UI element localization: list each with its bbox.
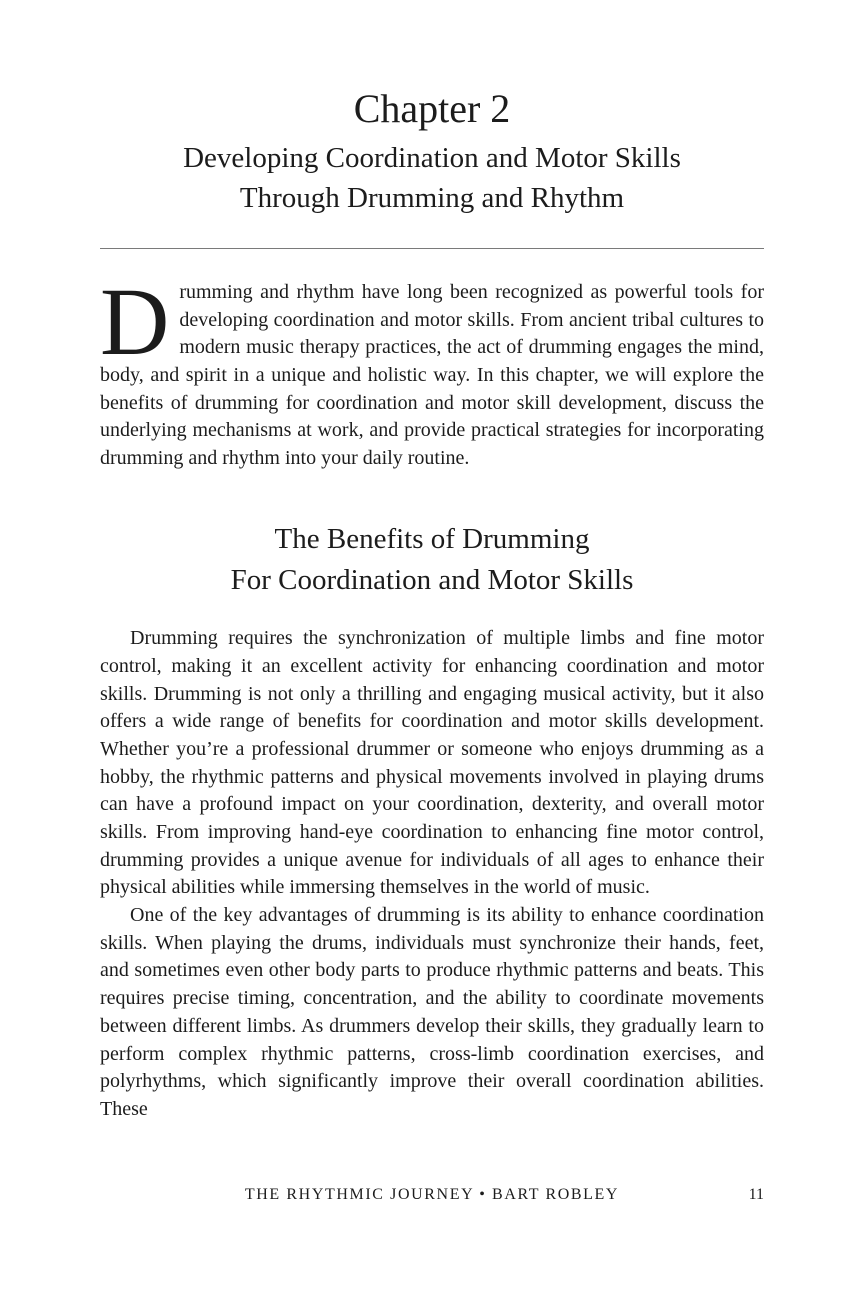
section-heading-line1: The Benefits of Drumming bbox=[274, 522, 590, 555]
page-number: 11 bbox=[748, 1186, 764, 1203]
body-paragraph: One of the key advantages of drumming is its ability to enhance coordination skills. When playing the drums, individuals must synchronize their hands, feet, and sometimes even other body parts to produce rhythmic patterns and beats. This requires precise timing, concentration, and the ability to coordinate movements between different limbs. As drummers develop their skills, they gradually learn to perform complex rhythmic patterns, cross-limb coordination exercises, and polyrhythms, which significantly improve their overall coordination abilities. These bbox=[100, 904, 764, 1120]
section-heading-line2: For Coordination and Motor Skills bbox=[230, 564, 634, 597]
chapter-subtitle bbox=[100, 138, 764, 218]
section-divider bbox=[100, 248, 764, 249]
chapter-title: Chapter 2 bbox=[353, 86, 511, 131]
section-heading bbox=[100, 519, 764, 601]
intro-paragraph bbox=[100, 268, 764, 473]
page-footer bbox=[100, 1186, 764, 1204]
chapter-subtitle-line2: Through Drumming and Rhythm bbox=[239, 182, 625, 215]
body-paragraph: Drumming requires the synchronization of multiple limbs and fine motor control, making it an excellent activity for enhancing coordination and motor skills. Drumming is not only a thrilling and engaging musical activity, but it also offers a wide range of benefits for coordination and motor skills development. Whether you’re a professional drummer or someone who enjoys drumming as a hobby, the rhythmic patterns and physical movements involved in playing drums can have a profound impact on your coordination, dexterity, and overall motor skills. From improving hand-eye coordination to enhancing fine motor control, drumming provides a unique avenue for individuals of all ages to enhance their physical abilities while immersing themselves in the world of music. bbox=[100, 627, 764, 899]
chapter-subtitle-line1: Developing Coordination and Motor Skills bbox=[183, 142, 681, 174]
drop-cap: D bbox=[100, 268, 170, 376]
intro-paragraph-text: rumming and rhythm have long been recognized as powerful tools for developing coordination and motor skills. From ancient tribal cultures to modern music therapy practices, the act of drumming engages the mind, body, and spirit in a unique and holistic way. In this chapter, we will explore the benefits of drumming for coordination and motor skill development, discuss the underlying mechanisms at work, and provide practical strategies for incorporating drumming and rhythm into your daily routine. bbox=[100, 281, 764, 470]
running-title: THE RHYTHMIC JOURNEY • BART ROBLEY bbox=[244, 1186, 620, 1203]
